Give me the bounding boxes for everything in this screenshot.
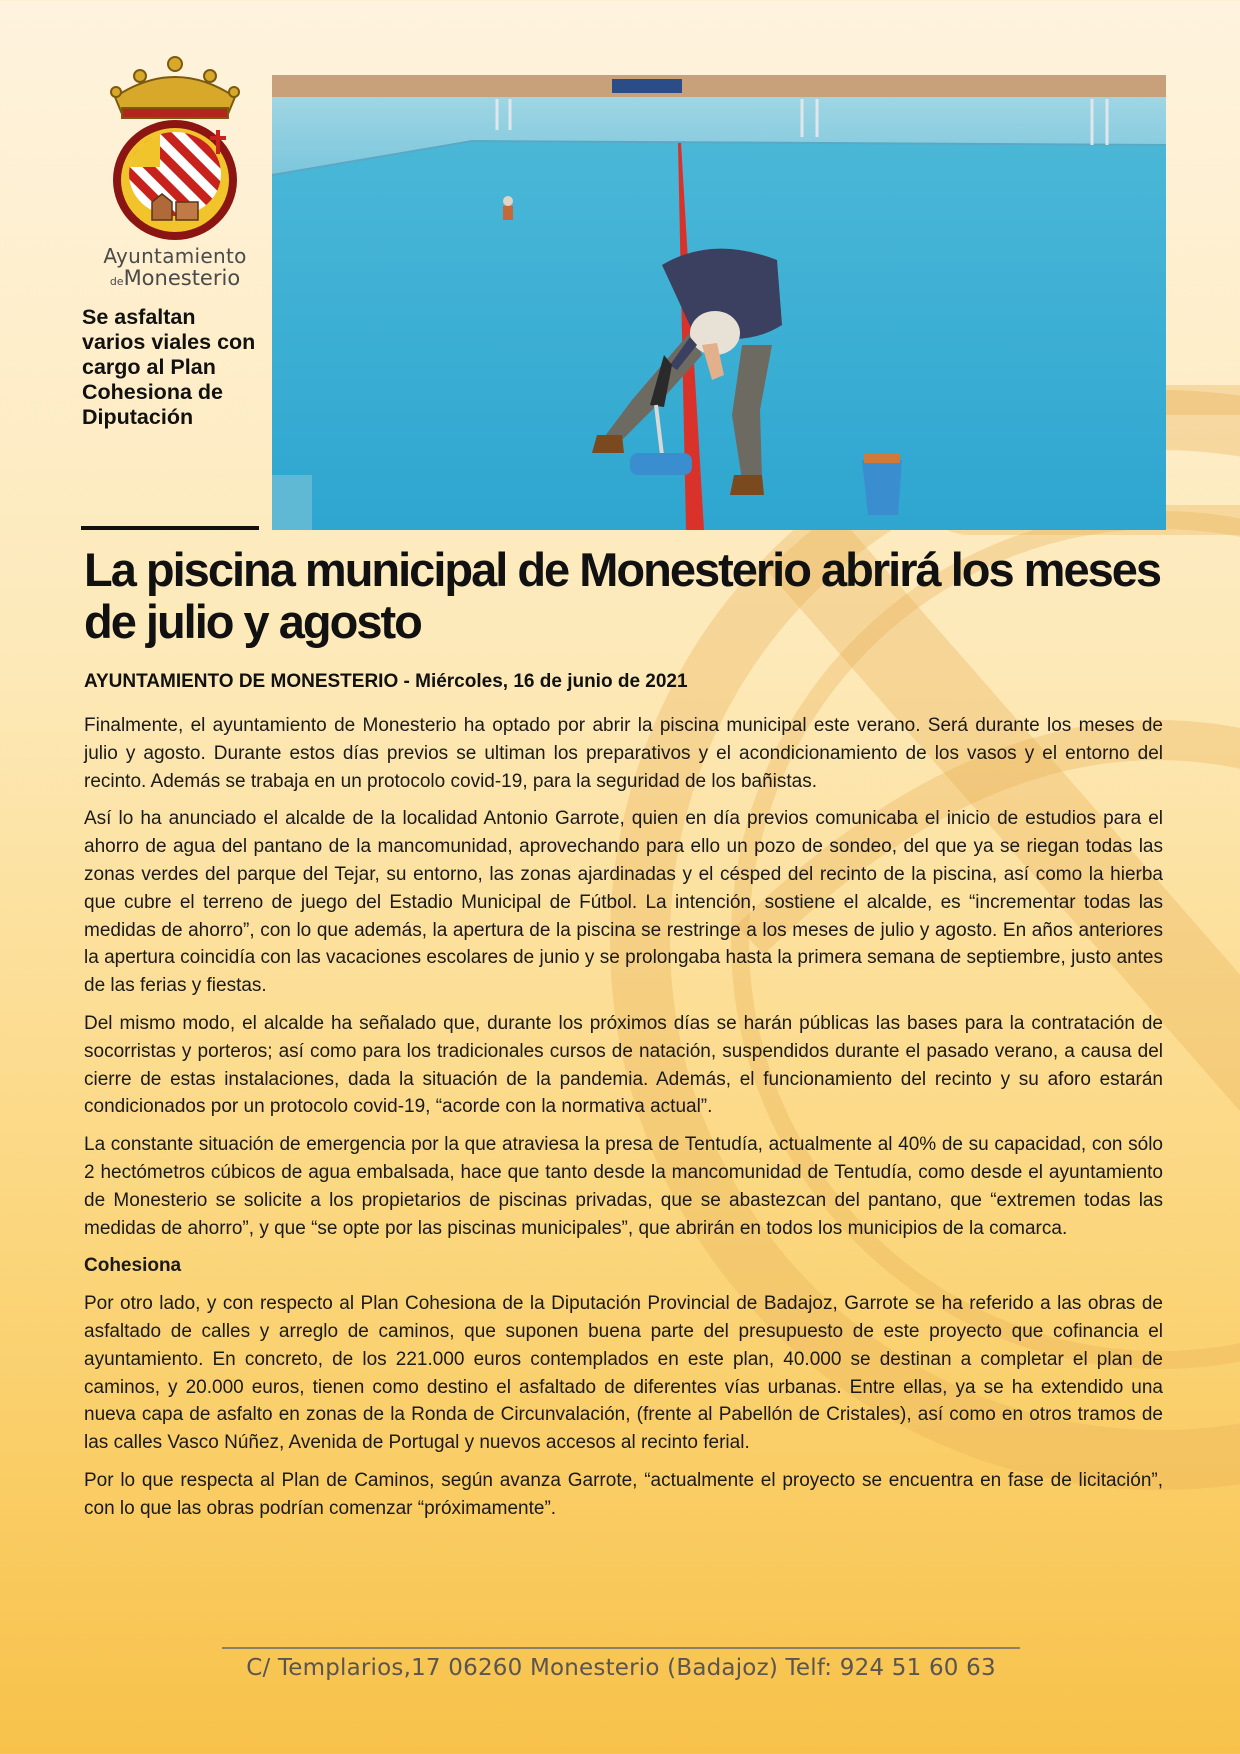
article-byline: AYUNTAMIENTO DE MONESTERIO - Miércoles, 16 de junio de 2021: [84, 671, 688, 692]
sidebar-headline: Se asfaltan varios viales con cargo al Plan Cohesiona de Diputación: [82, 305, 256, 429]
article-paragraph: Así lo ha anunciado el alcalde de la localidad Antonio Garrote, quien en día previos comunicaba el inicio de estudios para el ahorro de agua del pantano de la mancomunidad, aprovechando para ello un pozo de sondeo, del que ya se riegan todas las zonas verdes del parque del Tejar, su entorno, las zonas ajardinadas y el césped del recinto de la piscina, así como la hierba que cubre el terreno de juego del Estadio Municipal de Fútbol. La intención, sostiene el alcalde, es “incrementar todas las medidas de ahorro”, con lo que además, la apertura de la piscina se restringe a los meses de julio y agosto. En años anteriores la apertura coincidía con las vacaciones escolares de junio y se prolongaba hasta la primera semana de septiembre, justo antes de las ferias y fiestas.: [84, 808, 1163, 997]
footer-address: C/ Templarios,17 06260 Monesterio (Badajoz) Telf: 924 51 60 63: [246, 1655, 996, 1681]
article-paragraph: Finalmente, el ayuntamiento de Monesterio ha optado por abrir la piscina municipal este verano. Será durante los meses de julio y agosto. Durante estos días previos se ultiman los preparativos y el acondicionamiento de los vasos y el entorno del recinto. Además se trabaja en un protocolo covid-19, para la seguridad de los bañistas.: [84, 715, 1163, 792]
article-body: [84, 712, 1163, 1533]
sidebar-rule: [81, 526, 259, 530]
article-paragraph: La constante situación de emergencia por la que atraviesa la presa de Tentudía, actualmente al 40% de su capacidad, con sólo 2 hectómetros cúbicos de agua embalsada, hace que tanto desde la mancomunidad de Tentudía, como desde el ayuntamiento de Monesterio se solicite a los propietarios de piscinas privadas, que se abastezcan del pantano, que “extremen todas las medidas de ahorro”, y que “se opte por las piscinas municipales”, que abrirán en todos los municipios de la comarca.: [84, 1134, 1163, 1239]
coat-of-arms-icon: [100, 52, 250, 242]
brand-line-2: [95, 266, 255, 290]
article-title: La piscina municipal de Monesterio abrirá los meses de julio y agosto: [84, 543, 1161, 648]
brand-line-1: Ayuntamiento: [103, 244, 247, 268]
article-paragraph: Por lo que respecta al Plan de Caminos, según avanza Garrote, “actualmente el proyecto se encuentra en fase de licitación”, con lo que las obras podrían comenzar “próximamente”.: [84, 1469, 1163, 1519]
brand-line-2-small: de: [109, 275, 124, 288]
pool-photo: [272, 75, 1166, 530]
brand-wordmark: [95, 244, 255, 290]
footer-rule: [222, 1647, 1020, 1649]
article-paragraph: Del mismo modo, el alcalde ha señalado que, durante los próximos días se harán públicas las bases para la contratación de socorristas y porteros; así como para los tradicionales cursos de natación, suspendidos durante el pasado verano, a causa del cierre de estas instalaciones, dada la situación de la pandemia. Además, el funcionamiento del recinto y su aforo estarán condicionados por un protocolo covid-19, “acorde con la normativa actual”.: [84, 1012, 1163, 1118]
brand-line-2-main: Monesterio: [123, 266, 241, 290]
article-subheading: Cohesiona: [84, 1255, 182, 1277]
article-paragraph: Por otro lado, y con respecto al Plan Cohesiona de la Diputación Provincial de Badajoz, Garrote se ha referido a las obras de asfaltado de calles y arreglo de caminos, que suponen buena parte del presupuesto de este proyecto que cofinancia el ayuntamiento. En concreto, de los 221.000 euros contemplados en este plan, 40.000 se destinan a completar el plan de caminos, y 20.000 euros, tienen como destino el asfaltado de diferentes vías urbanas. Entre ellas, ya se ha extendido una nueva capa de asfalto en zonas de la Ronda de Circunvalación, (frente al Pabellón de Cristales), así como en otros tramos de las calles Vasco Núñez, Avenida de Portugal y nuevos accesos al recinto ferial.: [84, 1293, 1163, 1454]
